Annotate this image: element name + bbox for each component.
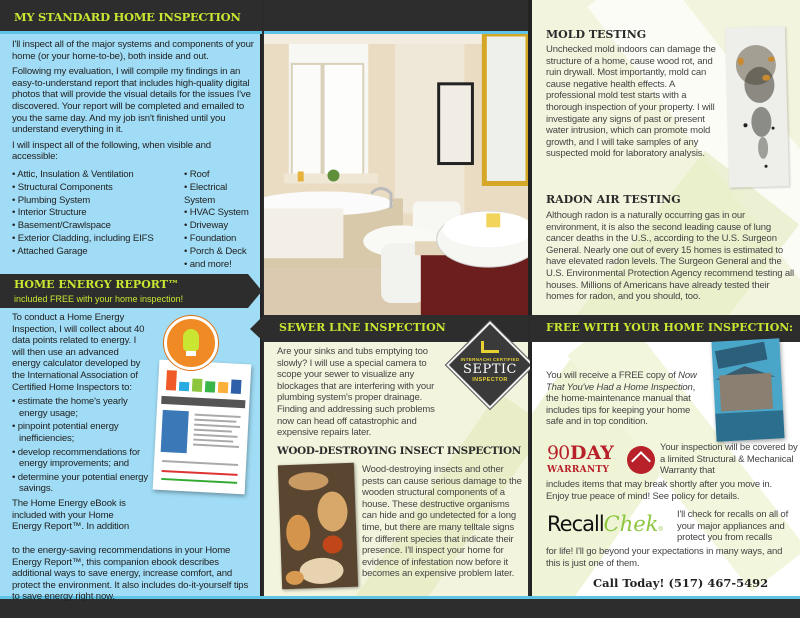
inspection-item: • Basement/Crawlspace — [12, 220, 184, 233]
inspection-item: • Attached Garage — [12, 246, 184, 259]
report-cover-thumbnail — [161, 410, 189, 453]
standard-inspection-evaluation: Following my evaluation, I will compile my findings in an easy-to-understand report that includes high-quality digital photos that will provide the visual details for the issues I've discovered. Your report will be completed and emailed to you the same day. And my job isn't finished until you understand everything in it. — [12, 66, 251, 136]
energy-report-intro: To conduct a Home Energy Inspection, I will collect about 40 data points related to energy. I will then use an advanced energy calculator developed by the International Association of Certified Home Inspectors to: — [12, 312, 145, 393]
lightbulb-icon — [183, 329, 199, 351]
header-accent-line — [0, 31, 262, 34]
report-bar-chart — [166, 368, 245, 394]
warranty-logo-word: WARRANTY — [547, 465, 610, 475]
sewer-title: SEWER LINE INSPECTION — [279, 321, 446, 334]
recallchek-logo-chek: Chek — [603, 512, 659, 536]
warranty-logo-number: 90 — [547, 442, 570, 464]
standard-inspection-list-intro: I will inspect all of the following, when visible and accessible: — [12, 139, 211, 163]
energy-report-bullets — [12, 396, 148, 495]
free-offer-text: You will receive a FREE copy of — [546, 370, 679, 381]
energy-bullet: • pinpoint potential energy inefficiencies; — [12, 421, 148, 444]
radon-title: RADON AIR TESTING — [546, 193, 681, 206]
mold-photo — [725, 26, 789, 188]
inspection-item: • Electrical System — [184, 182, 260, 208]
septic-badge-bottom-text: INSPECTOR — [472, 377, 508, 383]
report-bar — [179, 382, 189, 392]
inspection-items-column-1 — [12, 169, 184, 259]
energy-report-badge-icon — [164, 316, 218, 370]
inspection-item: • Roof — [184, 169, 260, 182]
warranty-body-continued: includes items that may break shortly after you move in. Enjoy true peace of mind! See policy for details. — [546, 479, 773, 502]
home-maintenance-book-image — [711, 338, 784, 441]
call-today-phone: Call Today! (517) 467-5492 — [593, 576, 769, 590]
warranty-body: Your inspection will be covered by a limited Structural & Mechanical Warranty that — [660, 442, 798, 477]
report-bar — [231, 379, 242, 394]
inspection-item: • Attic, Insulation & Ventilation — [12, 169, 184, 182]
banner-arrow — [250, 315, 264, 342]
recall-body: I'll check for recalls on all of your major appliances and protect you from recalls — [677, 509, 789, 544]
inspection-item: • Foundation — [184, 233, 260, 246]
pipe-icon — [481, 341, 499, 353]
mold-title: MOLD TESTING — [546, 28, 647, 41]
septic-badge-top-text: INTERNACHI CERTIFIED — [460, 357, 520, 362]
warranty-logo-day: DAY — [570, 442, 614, 464]
report-bar — [192, 378, 203, 392]
house-icon — [627, 446, 655, 474]
middle-header — [264, 0, 528, 31]
radon-body: Although radon is a naturally occurring gas in our environment, it is also the second leading cause of lung cancer deaths in the U.S., according to the U.S. Surgeon General. Nearly one out of every 15 homes is estimated to have elevated radon levels. The Surgeon General and the U.S. Environmental Protection Agency recommend testing all houses. Millions of Americans have already tested their homes for radon, and you should, too. — [546, 210, 794, 303]
septic-badge-content — [450, 341, 530, 383]
inspection-item: • Exterior Cladding, including EIFS — [12, 233, 184, 246]
free-offer-text: , the home-maintenance manual that includes tips for keeping your home safe and in top condition. — [546, 381, 696, 428]
column-divider — [528, 0, 530, 315]
inspection-item: • Porch & Deck — [184, 246, 260, 259]
inspection-item: • Driveway — [184, 220, 260, 233]
energy-ebook-intro: The Home Energy eBook is included with your Home Energy Report™. In addition — [12, 497, 130, 533]
free-offer-body — [546, 370, 706, 428]
energy-report-title: HOME ENERGY REPORT™ — [14, 278, 179, 291]
termite-photo — [278, 463, 358, 590]
inspection-item: • Structural Components — [12, 182, 184, 195]
inspection-item: • Interior Structure — [12, 207, 184, 220]
report-bar — [218, 382, 229, 394]
mold-body: Unchecked mold indoors can damage the structure of a home, cause wood rot, and ruin drywall. Most importantly, mold can cause negative health effects. A professional mold test starts with a thorough inspection of your property. I will investigate any signs of past or present water intrusion, which can promote mold growth, and I will take samples of any suspected mold for laboratory analysis. — [546, 44, 716, 160]
inspection-items-column-2 — [184, 169, 260, 271]
bathroom-photo — [264, 34, 528, 315]
free-book-title: Now That You've Had a Home Inspection — [546, 370, 697, 393]
energy-bullet: • develop recommendations for energy improvements; and — [12, 447, 148, 470]
recall-body-continued: for life! I'll go beyond your expectations in many ways, and this is just one of them. — [546, 546, 783, 569]
energy-report-text — [12, 312, 148, 533]
inspection-item: • HVAC System — [184, 207, 260, 220]
energy-report-subtitle: included FREE with your home inspection! — [14, 294, 184, 304]
standard-inspection-text — [12, 39, 258, 167]
energy-bullet: • determine your potential energy savings. — [12, 472, 148, 495]
energy-report-document-image — [153, 360, 252, 495]
wdi-body: Wood-destroying insects and other pests can cause serious damage to the wooden structural components of a house. These destructive organisms can hide and go undetected for a long time, but there are many telltale signs for different species that indicate their presence. I'll inspect your home for evidence of infestation now before it becomes an expensive problem later. — [362, 464, 522, 580]
sewer-body: Are your sinks and tubs emptying too slowly? I will use a special camera to scope your sewer to visualize any blockages that are interfering with your plumbing system's proper drainage. Finding and addressing such problems now can head off catastrophic and expensive repairs later. — [277, 346, 435, 439]
inspection-item: • and more! — [184, 259, 260, 272]
recallchek-logo-recall: Recall — [547, 512, 604, 536]
warranty-logo — [547, 443, 655, 479]
wdi-title: WOOD-DESTROYING INSECT INSPECTION — [277, 445, 521, 457]
energy-ebook-body: to the energy-saving recommendations in your Home Energy Report™, this companion ebook describes additional ways to save energy, increase comfort, and protect the environment. It also includes do-it-yourself tips to save energy right now. — [12, 545, 249, 603]
banner-arrow — [248, 274, 262, 308]
report-bar — [205, 381, 216, 393]
energy-bullet: • estimate the home's yearly energy usage; — [12, 396, 148, 419]
report-address-bar — [161, 396, 245, 408]
free-offer-title: FREE WITH YOUR HOME INSPECTION: — [546, 321, 794, 334]
septic-badge-main-text: SEPTIC — [463, 362, 517, 377]
recallchek-logo — [547, 512, 663, 536]
registered-mark: ® — [658, 527, 663, 533]
standard-inspection-title: MY STANDARD HOME INSPECTION — [14, 10, 241, 24]
inspection-item: • Plumbing System — [12, 195, 184, 208]
report-bar — [166, 370, 177, 390]
standard-inspection-intro: I'll inspect all of the major systems and components of your home (or your home-to-be), both inside and out. — [12, 39, 254, 62]
